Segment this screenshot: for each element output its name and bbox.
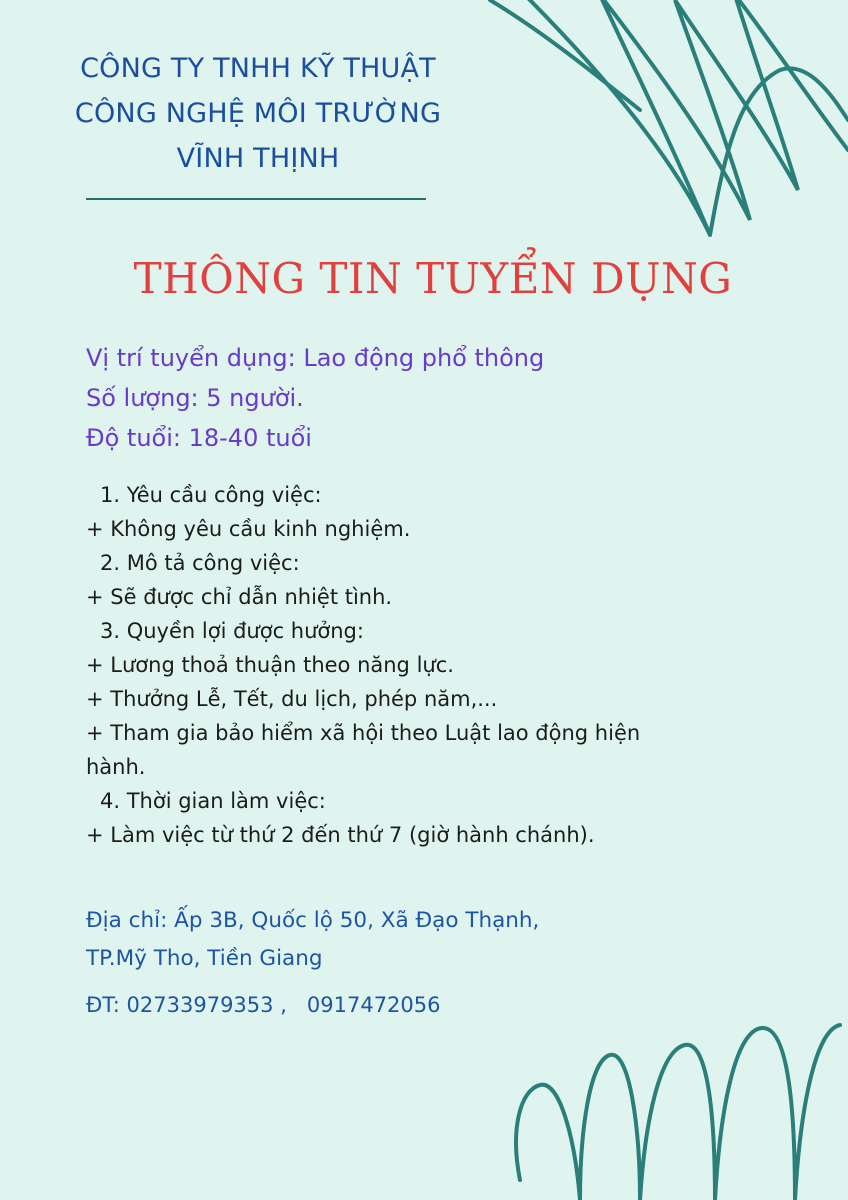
company-name	[40, 46, 476, 181]
section-description-heading: 2. Mô tả công việc:	[100, 551, 300, 575]
job-age: Độ tuổi: 18-40 tuổi	[86, 424, 312, 452]
job-summary	[86, 338, 544, 458]
section-worktime-item: + Làm việc từ thứ 2 đến thứ 7 (giờ hành chánh).	[86, 823, 595, 847]
job-details	[86, 478, 646, 852]
section-requirements-item: + Không yêu cầu kinh nghiệm.	[86, 517, 411, 541]
scribble-decoration-top	[480, 0, 848, 250]
contact-phone: ĐT: 02733979353 , 0917472056	[86, 993, 441, 1017]
address-line2: TP.Mỹ Tho, Tiền Giang	[86, 946, 323, 971]
company-name-line3: VĨNH THỊNH	[176, 143, 340, 174]
contact-address	[86, 902, 539, 978]
job-quantity: Số lượng: 5 người.	[86, 384, 304, 412]
scribble-decoration-bottom	[500, 1010, 848, 1200]
section-benefits-item: + Lương thoả thuận theo năng lực.	[86, 653, 454, 677]
section-benefits-heading: 3. Quyền lợi được hưởng:	[100, 619, 364, 643]
company-name-line1: CÔNG TY TNHH KỸ THUẬT	[80, 53, 436, 84]
section-benefits-item: + Thưởng Lễ, Tết, du lịch, phép năm,...	[86, 687, 498, 711]
section-benefits-item: + Tham gia bảo hiểm xã hội theo Luật lao động hiện hành.	[86, 721, 641, 779]
section-description-item: + Sẽ được chỉ dẫn nhiệt tình.	[86, 585, 393, 609]
job-position: Vị trí tuyển dụng: Lao động phổ thông	[86, 344, 545, 372]
page-title: THÔNG TIN TUYỂN DỤNG	[133, 254, 733, 303]
address-line1: Địa chỉ: Ấp 3B, Quốc lộ 50, Xã Đạo Thạnh,	[86, 908, 540, 933]
section-worktime-heading: 4. Thời gian làm việc:	[100, 789, 326, 813]
company-name-line2: CÔNG NGHỆ MÔI TRƯỜNG	[74, 98, 442, 129]
section-requirements-heading: 1. Yêu cầu công việc:	[100, 483, 322, 507]
header-divider	[86, 198, 426, 200]
